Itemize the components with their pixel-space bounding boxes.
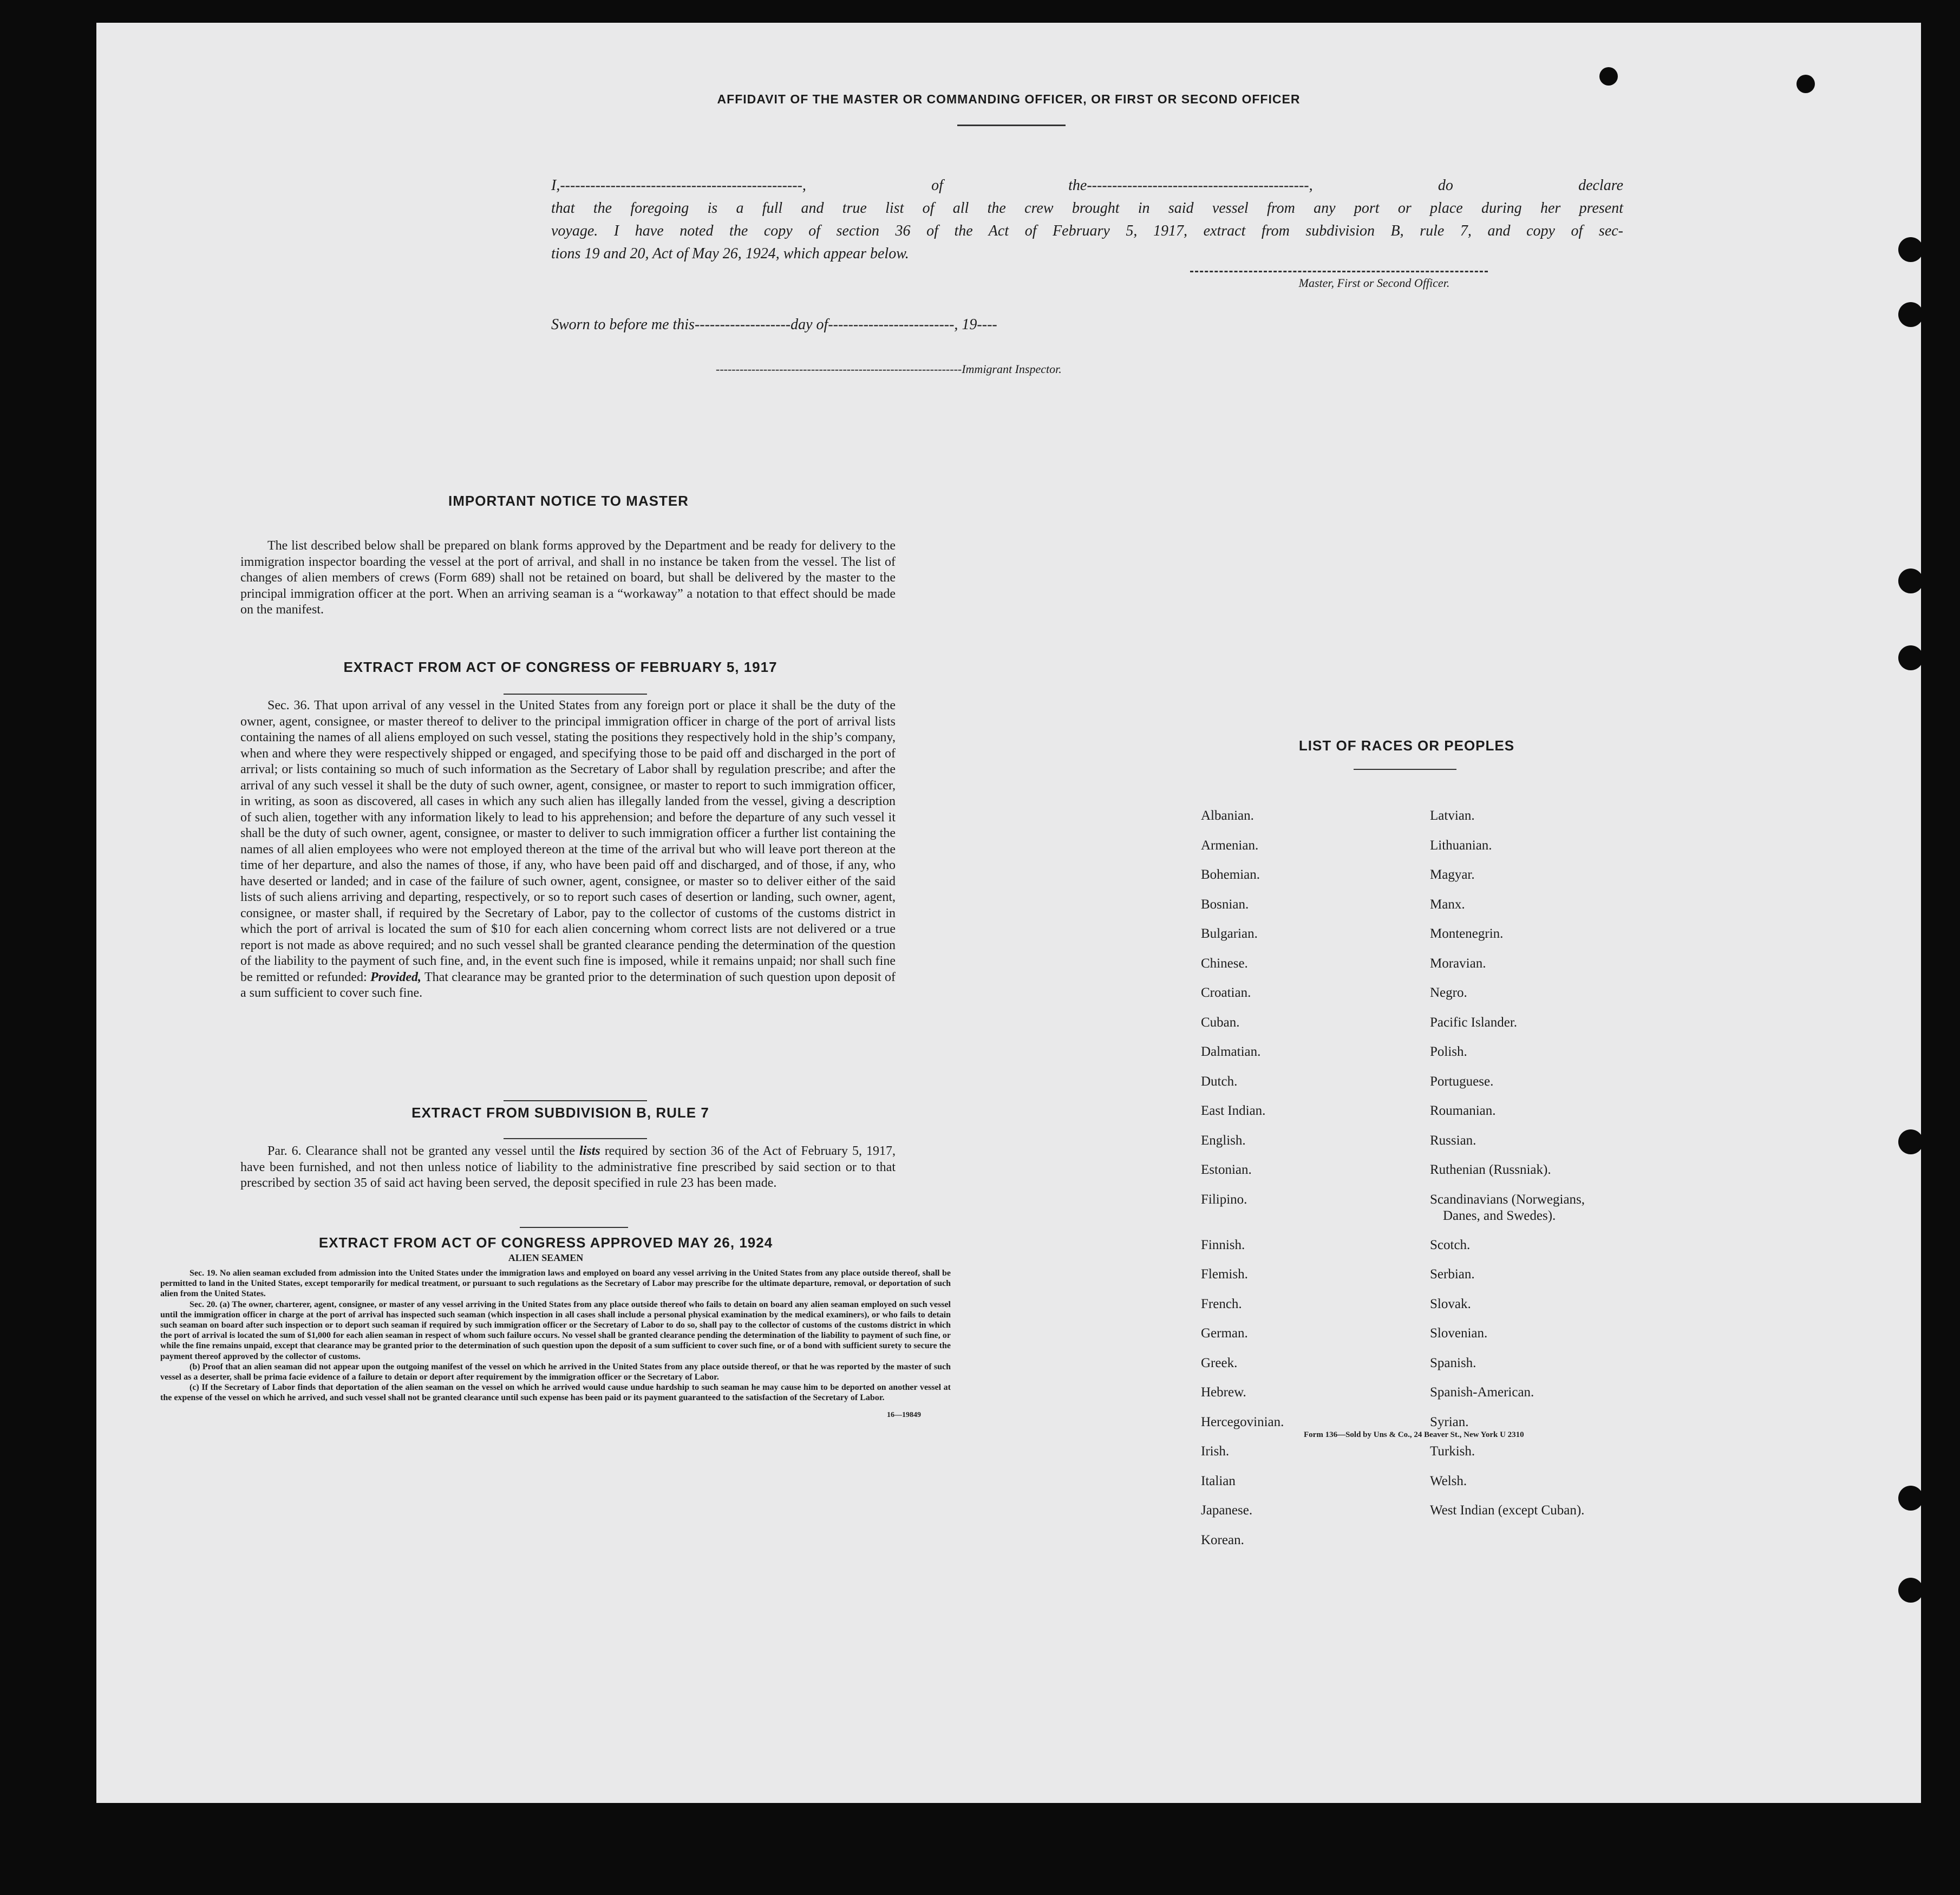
- race-item: Hercegovinian.: [1201, 1414, 1284, 1429]
- race-item: Hebrew.: [1201, 1385, 1246, 1400]
- race-item: Albanian.: [1201, 808, 1254, 823]
- race-item: Dalmatian.: [1201, 1044, 1261, 1059]
- race-item: Russian.: [1430, 1133, 1476, 1148]
- race-item: Chinese.: [1201, 956, 1248, 971]
- race-item: Scandinavians (Norwegians,: [1430, 1192, 1585, 1207]
- race-item: Greek.: [1201, 1355, 1238, 1370]
- race-item: Flemish.: [1201, 1267, 1248, 1282]
- form-sheet: [96, 23, 1921, 1803]
- par-6-body-a: Clearance shall not be granted any vessel until the: [305, 1144, 575, 1158]
- race-item: Bosnian.: [1201, 897, 1249, 912]
- race-item: German.: [1201, 1326, 1248, 1341]
- race-item: Bulgarian.: [1201, 926, 1258, 941]
- race-item: Irish.: [1201, 1444, 1230, 1459]
- notice-title: IMPORTANT NOTICE TO MASTER: [448, 493, 689, 509]
- race-item: Estonian.: [1201, 1162, 1252, 1177]
- punch-hole: [1898, 1578, 1921, 1603]
- race-item: Italian: [1201, 1473, 1236, 1488]
- race-item: Ruthenian (Russniak).: [1430, 1162, 1551, 1177]
- race-item: East Indian.: [1201, 1103, 1266, 1118]
- feb-1917-title: EXTRACT FROM ACT OF CONGRESS OF FEBRUARY 5, 1917: [343, 659, 778, 675]
- race-item: Armenian.: [1201, 838, 1259, 853]
- provided-word: Provided,: [370, 970, 421, 984]
- affidavit-line: tions 19 and 20, Act of May 26, 1924, which appear below.: [551, 245, 909, 262]
- punch-hole: [1898, 1486, 1921, 1511]
- race-item: Serbian.: [1430, 1267, 1475, 1282]
- sworn-line: Sworn to before me this-------------------day of-------------------------, 19----: [551, 316, 997, 333]
- race-item: French.: [1201, 1296, 1242, 1311]
- punch-hole: [1898, 237, 1921, 262]
- race-item: Latvian.: [1430, 808, 1475, 823]
- sec-36-label: Sec. 36.: [267, 698, 310, 713]
- race-item: West Indian (except Cuban).: [1430, 1503, 1585, 1518]
- title-underline: [957, 125, 1066, 126]
- race-item: Pacific Islander.: [1430, 1015, 1518, 1030]
- race-item: Negro.: [1430, 985, 1467, 1000]
- may-1924-text: [160, 1268, 951, 1403]
- race-item: Dutch.: [1201, 1074, 1238, 1089]
- section-divider: [520, 1227, 628, 1228]
- race-item: Spanish-American.: [1430, 1385, 1534, 1400]
- sec-19-paragraph: Sec. 19. No alien seaman excluded from admission into the United States under the immigration laws and employed on board any vessel arriving in the United States from any place outside thereof, shall be permitted to land in the United States, except temporarily for medical treatment, or pursuant to such regulations as the Secretary of Labor may prescribe for the ultimate departure, removal, or deportation of such alien from the United States.: [160, 1269, 951, 1299]
- punch-hole: [1599, 67, 1618, 86]
- race-item: Bohemian.: [1201, 867, 1260, 882]
- affidavit-line: I,------------------------------------------------, of the--------------------------------------------, do declare: [551, 177, 1623, 194]
- master-signature-label: Master, First or Second Officer.: [1298, 276, 1450, 290]
- race-item: Filipino.: [1201, 1192, 1247, 1207]
- race-item: Finnish.: [1201, 1237, 1245, 1252]
- punch-hole: [1898, 568, 1921, 593]
- section-divider: [504, 694, 647, 695]
- race-item: Danes, and Swedes).: [1443, 1208, 1556, 1223]
- race-item: Welsh.: [1430, 1473, 1467, 1488]
- form-credit: Form 136—Sold by Uns & Co., 24 Beaver St., New York U 2310: [1304, 1430, 1524, 1439]
- master-signature-line: [1190, 271, 1488, 272]
- race-item: Lithuanian.: [1430, 838, 1492, 853]
- affidavit-line: that the foregoing is a full and true list of all the crew brought in said vessel from any port or place during her present: [551, 200, 1623, 217]
- race-item: Japanese.: [1201, 1503, 1253, 1518]
- punch-hole: [1796, 75, 1815, 93]
- sec-36-body: That upon arrival of any vessel in the United States from any foreign port or place it shall be the duty of the owner, agent, consignee, or master thereof to deliver to the principal immigration officer in charge of the port of arrival lists containing the names of all aliens employed on such vessel, stating the positions they respectively hold in the ship’s company, when and where they were respectively shipped or engaged, and specifying those to be paid off and discharged in the port of arrival; or lists containing so much of such information as the Secretary of Labor shall by regulation prescribe; and after the arrival of any such vessel it shall be the duty of such owner, agent, consignee, or master to report to such immigration officer, in writing, as soon as discovered, all cases in which any such alien has illegally landed from the vessel, giving a description of such alien, together with any information likely to lead to his apprehension; and before the departure of any such vessel it shall be the duty of such owner, agent, consignee, or master to deliver to such immigration officer a further list containing the names of all alien employees who were not employed thereon at the time of the arrival but who will leave port thereon at the time of her departure, and also the names of those, if any, who have been paid off and discharged, and of those, if any, who have deserted or landed; and in case of the failure of such owner, agent, consignee, or master so to deliver either of the said lists of such aliens arriving and departing, respectively, or so to report such cases of desertion or landing, such owner, agent, consignee, or master shall, if required by the Secretary of Labor, pay to the collector of customs of the customs district in which the port of arrival is located the sum of $10 for each alien concerning whom correct lists are not delivered or a true report is not made as above required; and no such vessel shall be granted clearance pending the determination of the question of the liability to the payment of such fine, and, in the event such fine is imposed, while it remains unpaid; nor shall such fine be remitted or refunded:: [240, 698, 896, 984]
- section-divider: [504, 1138, 647, 1139]
- sec-36-end: That clearance may be granted prior to the determination of such question upon deposit of a sum sufficient to cover such fine.: [240, 970, 896, 1000]
- inspector-signature-line: --------------------------------------------------------------Immigrant Inspector.: [716, 362, 1062, 376]
- race-item: English.: [1201, 1133, 1246, 1148]
- punch-hole: [1898, 302, 1921, 327]
- form-number: 16—19849: [887, 1411, 921, 1419]
- punch-hole: [1898, 645, 1921, 670]
- race-item: Slovenian.: [1430, 1326, 1488, 1341]
- sec-20b-paragraph: (b) Proof that an alien seaman did not appear upon the outgoing manifest of the vessel on which he arrived in the United States from any place outside thereof, or that he was reported by the master of such vessel as a deserter, shall be prima facie evidence of a failure to detain or deport after requirement by the immigration officer or the Secretary of Labor.: [160, 1362, 951, 1382]
- lists-word: lists: [579, 1144, 600, 1158]
- race-item: Spanish.: [1430, 1355, 1476, 1370]
- affidavit-title: AFFIDAVIT OF THE MASTER OR COMMANDING OFFICER, OR FIRST OR SECOND OFFICER: [717, 92, 1301, 106]
- par-6-label: Par. 6.: [267, 1144, 302, 1158]
- race-item: Scotch.: [1430, 1237, 1471, 1252]
- race-item: Turkish.: [1430, 1444, 1475, 1459]
- rule7-text: [240, 1143, 896, 1192]
- race-item: Magyar.: [1430, 867, 1475, 882]
- sec-20c-paragraph: (c) If the Secretary of Labor finds that deportation of the alien seaman on the vessel on which he arrived would cause undue hardship to such seaman he may cause him to be deported on another vessel at the expense of the vessel on which he arrived, and such vessel shall not be granted clearance until such expense has been paid or its payment guaranteed to the satisfaction of the Secretary of Labor.: [160, 1383, 951, 1403]
- may-1924-subtitle: ALIEN SEAMEN: [508, 1252, 584, 1263]
- feb-1917-text: [240, 698, 896, 1002]
- race-item: Montenegrin.: [1430, 926, 1504, 941]
- race-item: Manx.: [1430, 897, 1465, 912]
- section-divider: [1354, 769, 1456, 770]
- par-6-body-b: required by section 36 of the Act of February 5, 1917, have been furnished, and not then unless notice of liability to the administrative fine prescribed by said section or to that prescribed by section 35 of said act having been served, the deposit specified in rule 23 has been made.: [240, 1144, 896, 1190]
- race-item: Syrian.: [1430, 1414, 1469, 1429]
- races-title: LIST OF RACES OR PEOPLES: [1298, 737, 1515, 754]
- punch-hole: [1898, 1129, 1921, 1154]
- rule7-title: EXTRACT FROM SUBDIVISION B, RULE 7: [411, 1105, 709, 1121]
- race-item: Slovak.: [1430, 1296, 1471, 1311]
- race-item: Korean.: [1201, 1532, 1244, 1547]
- section-divider: [504, 1100, 647, 1101]
- race-item: Roumanian.: [1430, 1103, 1496, 1118]
- race-item: Portuguese.: [1430, 1074, 1494, 1089]
- notice-text: The list described below shall be prepared on blank forms approved by the Department and be ready for delivery to the immigration inspector boarding the vessel at the port of arrival, and shall in no instance be taken from the vessel. The list of changes of alien members of crews (Form 689) shall not be retained on board, but shall be delivered by the master to the principal immigration officer at the port. When an arriving seaman is a “workaway” a notation to that effect should be made on the manifest.: [240, 539, 896, 617]
- race-item: Moravian.: [1430, 956, 1486, 971]
- sec-20a-paragraph: Sec. 20. (a) The owner, charterer, agent, consignee, or master of any vessel arriving in the United States from any place outside thereof who fails to detain on board any alien seaman employed on such vessel until the immigration officer in charge at the port of arrival has inspected such seaman (which inspection in all cases shall include a personal physical examination by the medical examiners), or who fails to detain such seaman on board after such inspection or to deport such seaman if required by such immigration officer or the Secretary of Labor to do so, shall pay to the collector of customs of the customs district in which the port of arrival is located the sum of $1,000 for each alien seaman in respect of whom such failure occurs. No vessel shall be granted clearance pending the determination of the liability to payment of such fine, or while the fine remains unpaid, except that clearance may be granted prior to the determination of such question upon the deposit of a sum sufficient to cover such fine, or of a bond with sufficient surety to secure the payment thereof approved by the collector of customs.: [160, 1299, 951, 1361]
- race-item: Croatian.: [1201, 985, 1251, 1000]
- affidavit-line: voyage. I have noted the copy of section 36 of the Act of February 5, 1917, extract from subdivision B, rule 7, and copy of sec-: [551, 223, 1623, 239]
- race-item: Polish.: [1430, 1044, 1467, 1059]
- race-item: Cuban.: [1201, 1015, 1240, 1030]
- may-1924-title: EXTRACT FROM ACT OF CONGRESS APPROVED MAY 26, 1924: [318, 1234, 773, 1251]
